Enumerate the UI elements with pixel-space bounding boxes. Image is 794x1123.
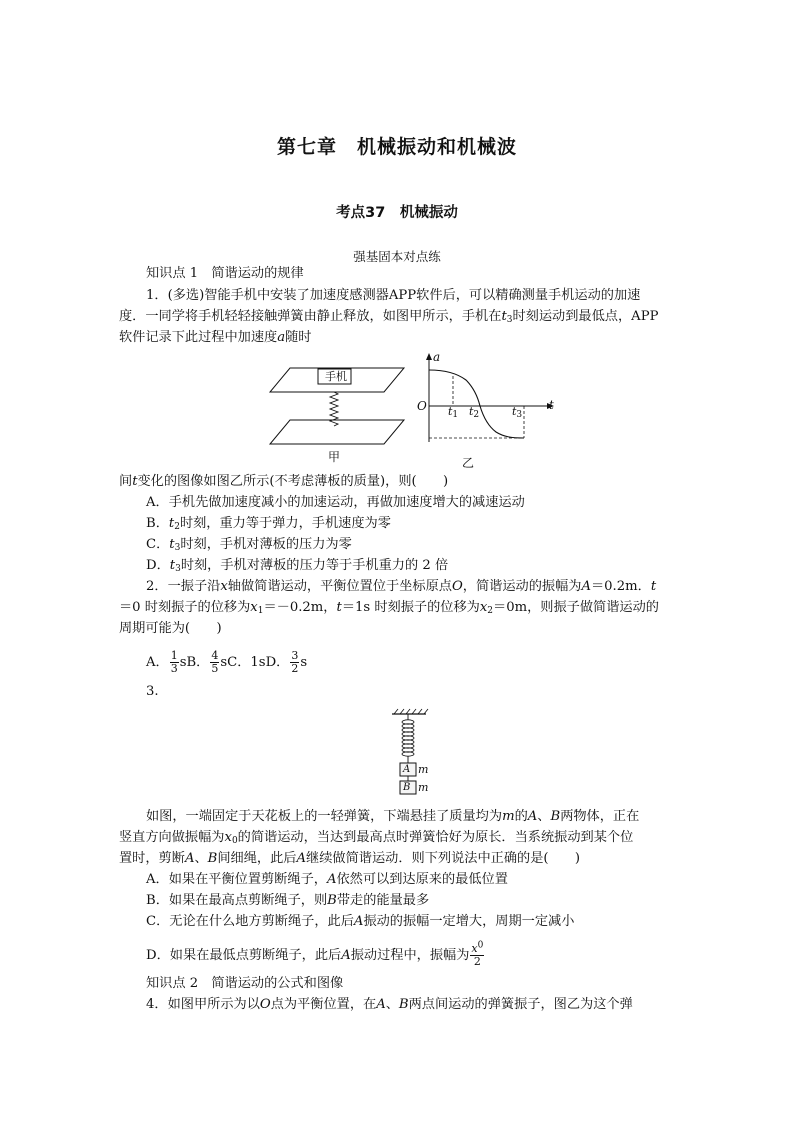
q1-line-4: 间t变化的图像如图乙所示(不考虑薄板的质量)，则( ) bbox=[119, 474, 449, 489]
axis-a-label: a bbox=[433, 350, 441, 364]
q1-option-a: A．手机先做加速度减小的加速运动，再做加速度增大的减速运动 bbox=[146, 495, 525, 510]
q3-option-d: D．如果在最低点剪断绳子，此后A振动过程中，振幅为 $\frac{x^0}{2}$ bbox=[146, 940, 484, 968]
origin-label: O bbox=[417, 399, 427, 413]
q3-option-b: B．如果在最高点剪断绳子，则B带走的能量最多 bbox=[146, 893, 430, 908]
block-b-label: B bbox=[403, 782, 411, 793]
chapter-title: 第七章 机械振动和机械波 bbox=[276, 136, 517, 158]
knowledge-point-2: 知识点 2 简谐运动的公式和图像 bbox=[146, 976, 344, 991]
q1-option-d: D．$t_3$时刻，手机对薄板的压力等于手机重力的 2 倍 bbox=[146, 558, 449, 574]
fraction-a: $\frac{1}{3}$ bbox=[170, 649, 178, 675]
q2-options: A． $\frac{1}{3}$ sB． $\frac{4}{5}$ sC．1sD． $\frac{3}{2}$ s bbox=[146, 649, 308, 675]
q1-line-2: 度．一同学将手机轻轻接触弹簧由静止释放，如图甲所示，手机在$t_3$时刻运动到最低点，APP bbox=[119, 309, 659, 325]
q1-option-b: B．$t_2$时刻，重力等于弹力，手机速度为零 bbox=[146, 516, 391, 532]
phone-label: 手机 bbox=[325, 370, 347, 383]
q3-option-c: C．无论在什么地方剪断绳子，此后A振动的振幅一定增大，周期一定减小 bbox=[146, 914, 575, 929]
q3-line-1: 如图，一端固定于天花板上的一轻弹簧，下端悬挂了质量均为m的A、B两物体，正在 bbox=[146, 809, 640, 824]
fraction-b: $\frac{4}{5}$ bbox=[211, 649, 219, 675]
fraction-x0-over-2: $\frac{x^0}{2}$ bbox=[471, 940, 484, 968]
figure-yi-label: 乙 bbox=[462, 456, 475, 470]
q4-line-1: 4．如图甲所示为以O点为平衡位置，在A、B两点间运动的弹簧振子，图乙为这个弹 bbox=[146, 997, 633, 1012]
q1-line-1: 1．(多选)智能手机中安装了加速度感测器APP软件后，可以精确测量手机运动的加速 bbox=[146, 288, 641, 303]
topic-title: 考点37 机械振动 bbox=[336, 205, 458, 221]
mass-b-label: m bbox=[418, 781, 429, 794]
axis-t-label: t bbox=[549, 398, 554, 412]
figure-jia-label: 甲 bbox=[328, 450, 341, 464]
block-a-label: A bbox=[403, 764, 411, 775]
tick-t1: $t_1$ bbox=[448, 405, 459, 420]
mass-a-label: m bbox=[418, 763, 429, 776]
fraction-d: $\frac{3}{2}$ bbox=[291, 649, 299, 675]
q3-number: 3. bbox=[146, 684, 159, 699]
tick-t2: $t_2$ bbox=[469, 405, 480, 420]
q3-option-a: A．如果在平衡位置剪断绳子，A依然可以到达原来的最低位置 bbox=[146, 872, 508, 887]
q3-line-2: 竖直方向做振幅为$x_0$的简谐运动，当达到最高点时弹簧恰好为原长．当系统振动到某个位 bbox=[119, 830, 634, 846]
q1-option-c: C．$t_3$时刻，手机对薄板的压力为零 bbox=[146, 537, 352, 553]
q2-line-2: ＝0 时刻振子的位移为$x_1=-0.2m$，t＝1s 时刻振子的位移为$x_2=0m$，则振子做简谐运动的 bbox=[119, 600, 659, 616]
q2-line-1: 2．一振子沿x轴做简谐运动，平衡位置位于坐标原点O，简谐运动的振幅为A＝0.2m．t bbox=[146, 579, 657, 594]
q1-line-3: 软件记录下此过程中加速度a随时 bbox=[119, 330, 312, 345]
section-title: 强基固本对点练 bbox=[353, 249, 441, 264]
q3-line-3: 置时，剪断A、B间细绳，此后A继续做简谐运动．则下列说法中正确的是( ) bbox=[119, 851, 581, 866]
q1-figure-yi bbox=[416, 352, 558, 448]
knowledge-point-1: 知识点 1 简谐运动的规律 bbox=[146, 266, 304, 281]
tick-t3: $t_3$ bbox=[512, 405, 523, 420]
q2-line-3: 周期可能为( ) bbox=[119, 621, 222, 636]
